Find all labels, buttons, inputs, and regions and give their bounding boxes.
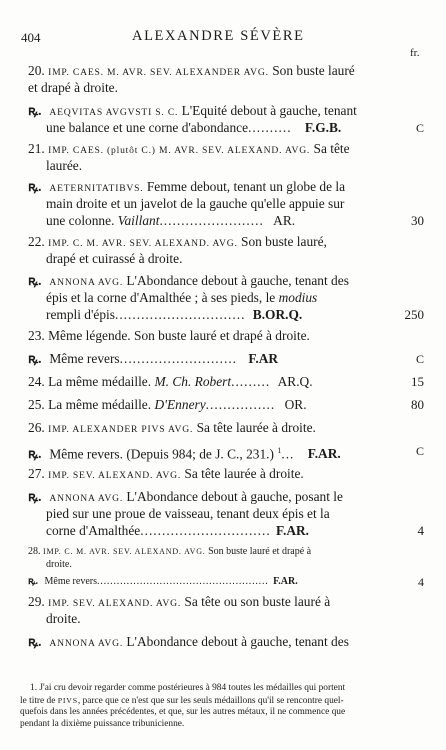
rarity: C [415,352,424,366]
leader-dots: .................................................... [96,576,269,587]
obverse-legend: IMP. CAES. M. AVR. SEV. ALEXANDER AVG. [48,67,269,78]
entry-26 [28,419,316,438]
reverse-legend: AEQVITAS AVGVSTI S. C. [49,107,179,118]
reverse-description: Même revers [49,351,120,366]
column-heading-francs: fr. [410,47,420,59]
obverse-description: Sa tête ou son buste lauré à [184,594,331,609]
metal-size: F.AR. [307,446,341,462]
entry-25 [28,396,307,413]
leader-dots: ................ [205,397,276,412]
entry-number: 20. [28,63,45,78]
reverse-21-line3 [46,212,295,229]
entry-number: 21. [28,141,45,156]
metal-size: OR. [284,397,307,412]
reverse-legend: AETERNITATIBVS. [49,183,144,194]
footnote-line-4: pendant la dixième puissance tribunicienne. [20,719,185,729]
entry-number: 23. [28,328,45,343]
metal-size: B.OR.Q. [252,307,303,322]
entry-28-cont: droite. [46,559,72,570]
obverse-legend: IMP. ALEXANDER PIVS AVG. [48,424,194,435]
obverse-legend: IMP. CAES. (plutôt C.) M. AVR. SEV. ALEXAND. AVG. [48,145,311,156]
metal-size: F.AR [248,351,279,366]
leader-dots: ........................... [119,351,238,366]
obverse-legend: IMP. C. M. AVR. SEV. ALEXAND. AVG. [48,238,238,249]
reverse-mark: ꝶ. [28,351,42,366]
obverse-description: Son buste lauré, [241,234,327,249]
reverse-description: L'Equité debout à gauche, tenant [181,103,357,118]
running-title: ALEXANDRE SÉVÈRE [132,28,305,44]
obverse-description: Son buste lauré et drapé à [208,546,312,557]
entry-number: 28. [28,546,41,557]
obverse-legend: IMP. SEV. ALEXAND. AVG. [48,598,182,609]
entry-number: 22. [28,234,45,249]
modius-term: modius [278,290,318,305]
value: 250 [404,307,424,322]
reverse-description: Même revers. (Depuis 984; de J. C., 231.) [49,446,274,462]
reverse-description-cont: corne d'Amalthée [46,523,141,538]
entry-21-cont: laurée. [46,158,83,173]
entry-23 [28,327,310,344]
obverse-legend: IMP. SEV. ALEXAND. AVG. [48,470,182,481]
entry-number: 24. [28,374,45,389]
source-citation: D'Ennery [154,397,206,412]
entry-27 [28,465,304,484]
obverse-description: Sa tête laurée à droite. [184,466,304,481]
entry-number: 26. [28,420,45,435]
reverse-description-cont: rempli d'épis [46,307,115,322]
reverse-20-cont [46,119,341,136]
reverse-legend: ANNONA AVG. [49,638,124,649]
entry-number: 25. [28,397,45,412]
entry-29-cont: droite. [46,611,81,626]
reverse-29 [28,633,349,652]
reverse-mark: ꝶ. [28,273,42,288]
reverse-description: Femme debout, tenant un globe de la [146,179,346,194]
entry-22-cont: drapé et cuirassé à droite. [46,251,183,266]
reverse-description: L'Abondance debout à gauche, tenant des [126,273,349,288]
value: 15 [411,374,424,389]
footnote-marker: 1. [30,683,38,693]
metal-size: AR.Q. [277,374,313,389]
metal-size: AR. [273,213,296,228]
value: 80 [411,397,424,412]
metal-size: F.AR. [273,576,298,587]
footnote-text: , parce que ce n'est que sur les seuls médaillons qu'il se rencontre quel- [77,696,344,706]
reverse-description: L'Abondance debout à gauche, tenant des [126,634,349,649]
leader-dots: .......... [248,120,292,135]
reverse-28 [28,575,298,588]
reverse-mark: ꝶ. [28,103,42,118]
leader-dots: ... [281,446,295,462]
obverse-description: Même légende. Son buste lauré et drapé à droite. [48,328,310,343]
reverse-22-line3 [46,306,302,323]
obverse-description: Sa tête laurée à droite. [196,420,316,435]
footnote-text: le titre de [20,696,56,706]
entry-number: 29. [28,594,45,609]
footnote-text: J'ai cru devoir regarder comme postérieures à 984 toutes les médailles qui portent [39,683,346,693]
reverse-22-line2 [46,289,317,306]
obverse-description: La même médaille. [48,374,152,389]
leader-dots: .............................. [140,523,271,538]
footnote-line-3: quefois dans les années précédentes, et que, sur les autres métaux, il ne commence que [20,707,346,717]
obverse-legend: IMP. C. M. AVR. SEV. ALEXAND. AVG. [43,547,206,556]
metal-size: F.G.B. [304,120,342,135]
footnote-line-1 [30,683,345,695]
reverse-23 [28,350,278,367]
reverse-mark: ꝶ. [28,576,39,587]
reverse-mark: ꝶ. [28,634,42,649]
rarity: C [415,444,424,458]
value: 4 [417,523,424,538]
leader-dots: ........................ [159,213,264,228]
value: 30 [411,213,424,228]
footnote-legend: PIVS [57,696,78,705]
obverse-description: Son buste lauré [272,63,355,78]
reverse-description-cont: une colonne. [46,213,115,228]
obverse-description: Sa tête [313,141,350,156]
reverse-mark: ꝶ. [28,489,42,504]
rarity: C [415,121,424,135]
reverse-description-cont: épis et la corne d'Amalthée ; à ses pieds, le modius [46,290,318,305]
entry-28 [28,545,311,558]
obverse-description: La même médaille. [48,397,152,412]
leader-dots: .............................. [114,307,246,322]
source-citation: M. Ch. Robert [154,374,232,389]
reverse-27-line2: pied sur une proue de vaisseau, tenant deux épis et la [46,506,330,521]
source-citation: Vaillant [117,213,160,228]
reverse-description-cont: une balance et une corne d'abondance [46,120,249,135]
reverse-legend: ANNONA AVG. [49,277,124,288]
reverse-26 [28,442,341,462]
reverse-description: Même revers [44,576,97,587]
value: 4 [418,575,424,589]
footnote-reference: 1 [277,446,282,455]
reverse-mark: ꝶ. [28,446,42,462]
entry-number: 27. [28,466,45,481]
reverse-legend: ANNONA AVG. [49,493,124,504]
reverse-mark: ꝶ. [28,179,42,194]
footnote-line-2 [20,695,344,708]
leader-dots: ......... [231,374,271,389]
metal-size: F.AR. [276,523,310,538]
reverse-21-line2: main droite et un javelot de la gauche qu'elle appuie sur [46,196,345,211]
entry-24 [28,373,313,390]
reverse-27-line3 [46,522,309,539]
reverse-description: L'Abondance debout à gauche, posant le [126,489,343,504]
entry-20-cont: et drapé à droite. [28,80,118,95]
page-number: 404 [21,30,41,45]
